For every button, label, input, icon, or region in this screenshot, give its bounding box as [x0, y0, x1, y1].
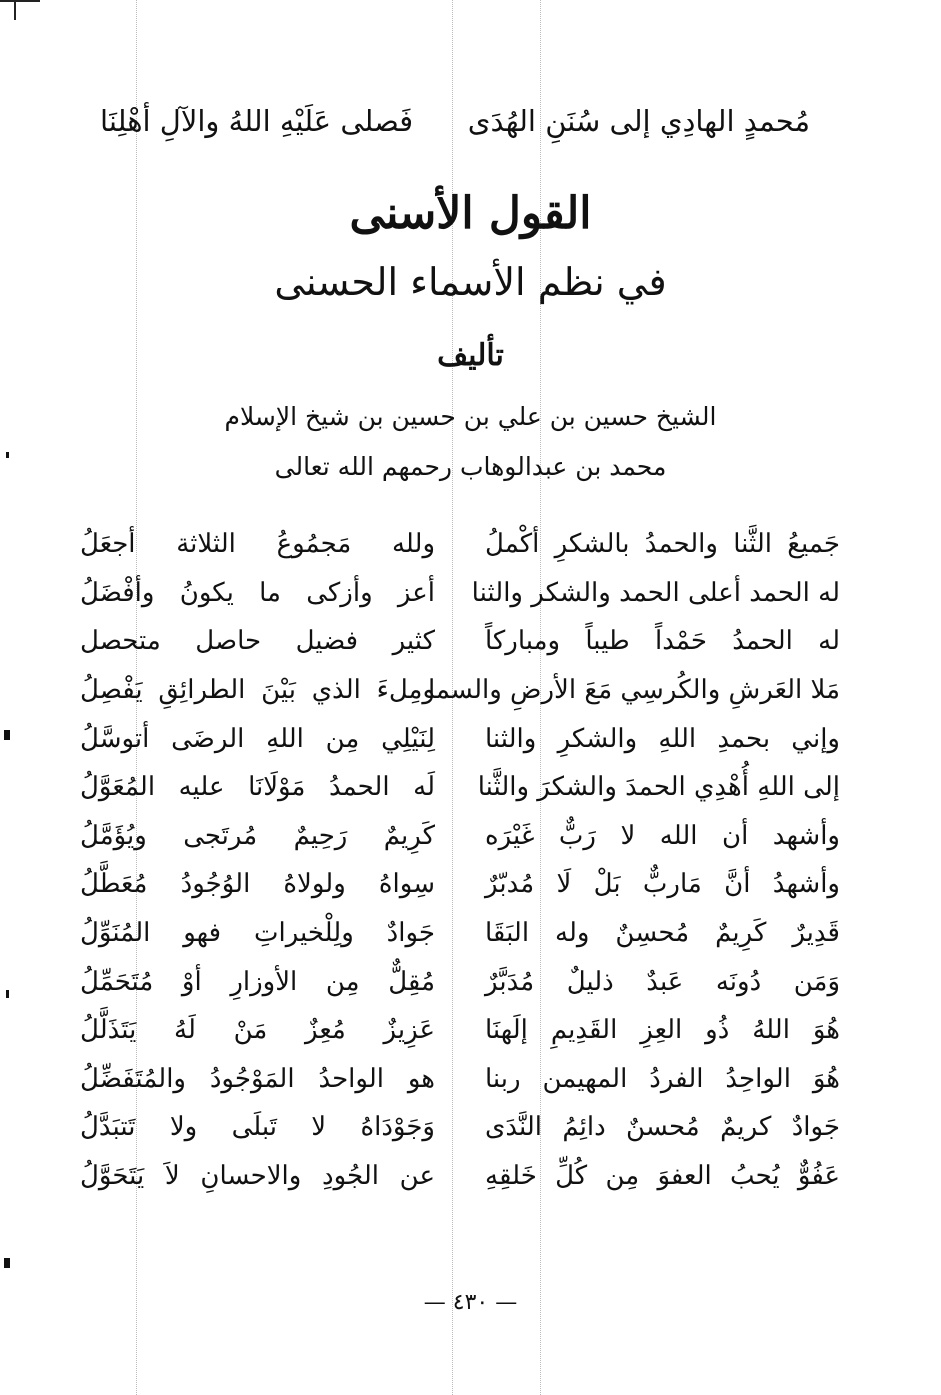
verse-line	[80, 666, 840, 715]
verse-right-hemistich: إلى اللهِ أُهْدِي الحمدَ والشكرَ والثَّنا	[477, 772, 840, 803]
verse-right-hemistich: وأشهد أن الله لا رَبٌّ غَيْرَه	[485, 820, 840, 851]
verse-right-hemistich: وأشهدُ أنَّ مَاربٌّ بَلْ لَا مُدبّرٌ	[485, 869, 840, 900]
verse-line	[80, 1055, 840, 1104]
page-number: — ٤٣٠ —	[423, 1290, 518, 1315]
verse-left-hemistich: ولله مَجمُوعُ الثلاثة أجعَلُ	[80, 529, 435, 560]
verse-right-hemistich: وَمَن دُونَه عَبدٌ ذليلٌ مُدَبَّرٌ	[485, 966, 840, 997]
verse-line	[80, 617, 840, 666]
scan-margin-mark	[6, 990, 9, 998]
verse-left-hemistich: هو الواحدُ المَوْجُودُ والمُتَفَضِّلُ	[80, 1063, 435, 1094]
header-verse-left-hemistich: فَصلى عَلَيْهِ اللهُ والآلِ أهْلِنَا	[100, 104, 414, 138]
author-line-2: محمد بن عبدالوهاب رحمهم الله تعالى	[274, 452, 667, 481]
verse-right-hemistich: له الحمدُ حَمْداً طيباً ومباركاً	[485, 626, 840, 657]
verse-right-hemistich: قَدِيرٌ كَرِيمٌ مُحسِنٌ وله البَقَا	[485, 918, 840, 949]
verse-right-hemistich: مَلا العَرشِ والكُرسِي مَعَ الأرضِ والسما	[427, 675, 840, 706]
verse-line	[80, 763, 840, 812]
margin-rule-left	[14, 0, 16, 20]
scan-margin-mark	[4, 1258, 10, 1268]
scan-margin-mark	[4, 730, 10, 740]
verse-line	[80, 860, 840, 909]
verse-left-hemistich: وَجَوْدَاهُ لا تَبلَى ولا تَتبَدَّلُ	[80, 1112, 435, 1143]
verse-left-hemistich: ومِلءَ الذي بَيْنَ الطرائِقِ يَفْصِلُ	[80, 675, 435, 706]
verse-left-hemistich: كَرِيمٌ رَحِيمٌ مُرتَجى ويُؤَمَّلُ	[80, 820, 435, 851]
verse-left-hemistich: كثير فضيل حاصل متحصل	[80, 626, 435, 657]
verse-line	[80, 957, 840, 1006]
book-title: القول الأسنى	[349, 188, 592, 239]
verse-right-hemistich: هُوَ اللهُ ذُو العِزِ القَدِيمِ إلَهنَا	[485, 1015, 840, 1046]
verse-line	[80, 569, 840, 618]
author-line-1: الشيخ حسين بن علي بن حسين بن شيخ الإسلام	[224, 402, 717, 431]
verse-line	[80, 909, 840, 958]
verse-right-hemistich: عَفُوٌّ يُحبُ العفوَ مِن كُلِّ خَلقِهِ	[485, 1161, 840, 1192]
verse-left-hemistich: مُقِلٌّ مِن الأوزارِ أوْ مُتَحَمِّلُ	[80, 966, 435, 997]
verse-left-hemistich: أعز وأزكى ما يكونُ وأفْضَلُ	[80, 577, 435, 608]
verse-line	[80, 520, 840, 569]
poem-body	[80, 520, 840, 1200]
verse-left-hemistich: جَوادٌ ولِلْخيراتِ فهو المُنَوِّلُ	[80, 918, 435, 949]
verse-right-hemistich: جَميعُ الثَّنا والحمدُ بالشكرِ أكْملُ	[485, 529, 840, 560]
verse-left-hemistich: عَزِيزٌ مُعِزٌ مَنْ لَهُ يَتَذَلَّلُ	[80, 1015, 435, 1046]
header-verse-right-hemistich: مُحمدٍ الهادِي إلى سُنَنِ الهُدَى	[467, 104, 810, 138]
book-subtitle: في نظم الأسماء الحسنى	[274, 260, 667, 304]
verse-right-hemistich: له الحمد أعلى الحمد والشكر والثنا	[471, 577, 840, 608]
verse-left-hemistich: لِنَيْلِي مِن اللهِ الرضَى أتوسَّلُ	[80, 723, 435, 754]
header-verse	[100, 96, 810, 146]
verse-left-hemistich: سِواهُ ولولاهُ الوُجُودُ مُعَطَّلُ	[80, 869, 435, 900]
authorship-label: تأليف	[437, 338, 504, 373]
verse-line	[80, 1103, 840, 1152]
verse-left-hemistich: عن الجُودِ والاحسانِ لاَ يَتَحَوَّلُ	[80, 1161, 435, 1192]
verse-right-hemistich: وإني بحمدِ اللهِ والشكرِ والثنا	[485, 723, 840, 754]
margin-rule-top	[0, 0, 40, 2]
verse-line	[80, 714, 840, 763]
verse-right-hemistich: جَوادٌ كريمٌ مُحسنٌ دائِمُ النَّدَى	[485, 1112, 840, 1143]
verse-line	[80, 812, 840, 861]
verse-line	[80, 1152, 840, 1201]
verse-line	[80, 1006, 840, 1055]
verse-right-hemistich: هُوَ الواحِدُ الفردُ المهيمن ربنا	[485, 1063, 840, 1094]
verse-left-hemistich: لَه الحمدُ مَوْلَانَا عليه المُعَوَّلُ	[80, 772, 435, 803]
